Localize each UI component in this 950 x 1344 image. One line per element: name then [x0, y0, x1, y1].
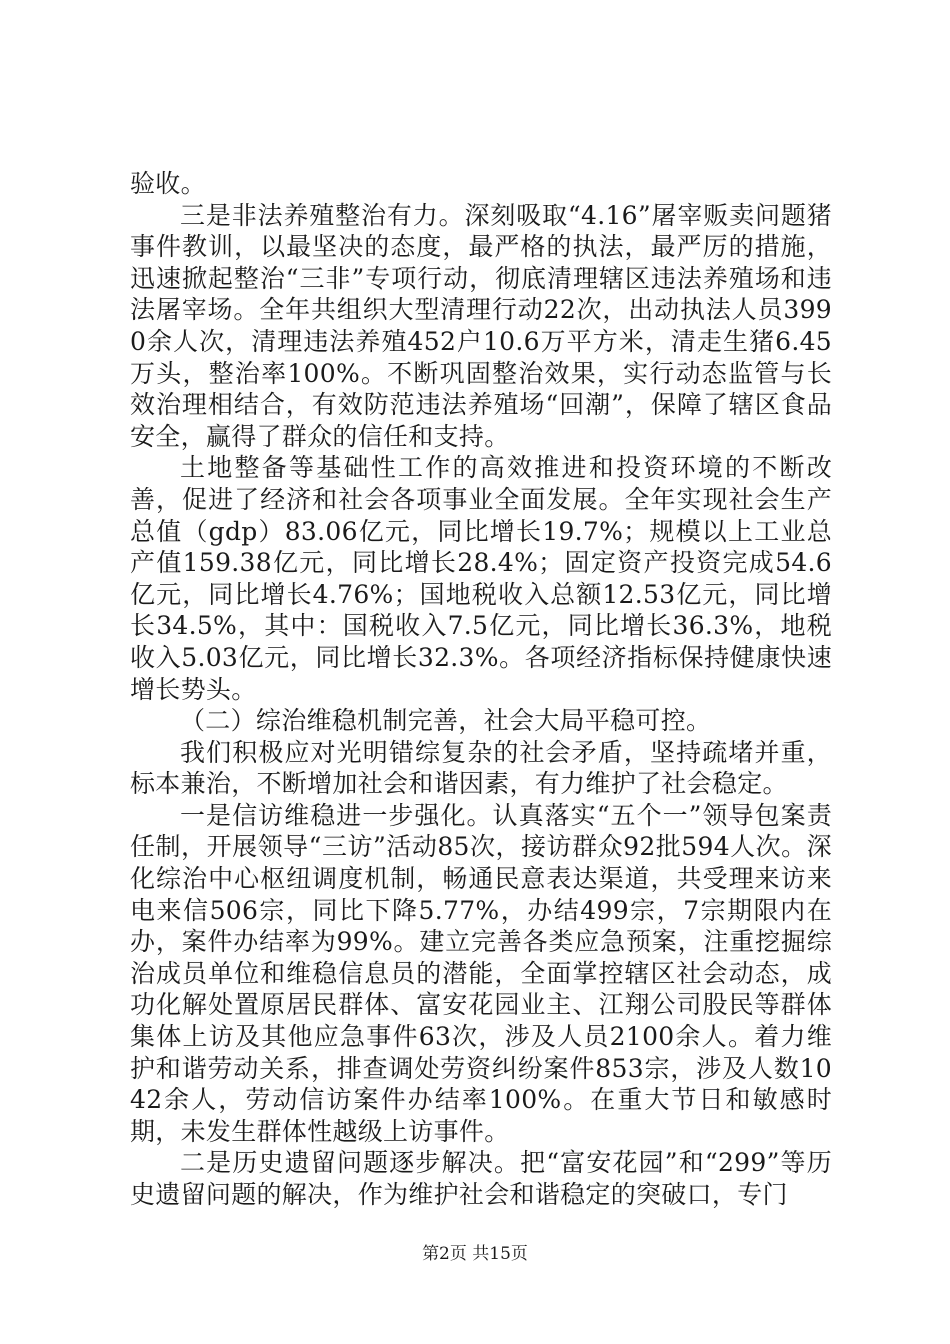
paragraph-historical-issues: 二是历史遗留问题逐步解决。把“富安花园”和“299”等历史遗留问题的解决，作为维护社会和谐稳定的突破口，专门: [130, 1148, 832, 1209]
paragraph-petition: 一是信访维稳进一步强化。认真落实“五个一”领导包案责任制，开展领导“三访”活动85次，接访群众92批594人次。深化综治中心枢纽调度机制，畅通民意表达渠道，共受理来访来电来信506宗，同比下降5.77%，办结499宗，7宗期限内在办，案件办结率为99%。建立完善各类应急预案，注重挖掘综治成员单位和维稳信息员的潜能，全面掌控辖区社会动态，成功化解处置原居民群体、富安花园业主、江翔公司股民等群体集体上访及其他应急事件63次，涉及人员2100余人。着力维护和谐劳动关系，排查调处劳资纠纷案件853宗，涉及人数1042余人，劳动信访案件办结率100%。在重大节日和敏感时期，未发生群体性越级上访事件。: [130, 800, 832, 1146]
paragraph-illegal-farming: 三是非法养殖整治有力。深刻吸取“4.16”屠宰贩卖问题猪事件教训，以最坚决的态度，最严格的执法，最严厉的措施，迅速掀起整治“三非”专项行动，彻底清理辖区违法养殖场和违法屠宰场。全年共组织大型清理行动22次，出动执法人员3990余人次，清理违法养殖452户10.6万平方米，清走生猪6.45万头，整治率100%。不断巩固整治效果，实行动态监管与长效治理相结合，有效防范违法养殖场“回潮”，保障了辖区食品安全，赢得了群众的信任和支持。: [130, 200, 832, 451]
paragraph-continuation: 验收。: [130, 169, 206, 198]
paragraph-social-stability: 我们积极应对光明错综复杂的社会矛盾，坚持疏堵并重，标本兼治，不断增加社会和谐因素，有力维护了社会稳定。: [130, 737, 832, 799]
paragraph-economic-growth: 土地整备等基础性工作的高效推进和投资环境的不断改善，促进了经济和社会各项事业全面发展。全年实现社会生产总值（gdp）83.06亿元，同比增长19.7%；规模以上工业总产值159.38亿元，同比增长28.4%；固定资产投资完成54.6亿元，同比增长4.76%；国地税收入总额12.53亿元，同比增长34.5%，其中：国税收入7.5亿元，同比增长36.3%，地税收入5.03亿元，同比增长32.3%。各项经济指标保持健康快速增长势头。: [130, 453, 832, 704]
document-body: [130, 168, 832, 1211]
page-footer: 第2页 共15页: [422, 1244, 528, 1264]
section-heading-stability: （二）综治维稳机制完善，社会大局平稳可控。: [180, 706, 712, 736]
